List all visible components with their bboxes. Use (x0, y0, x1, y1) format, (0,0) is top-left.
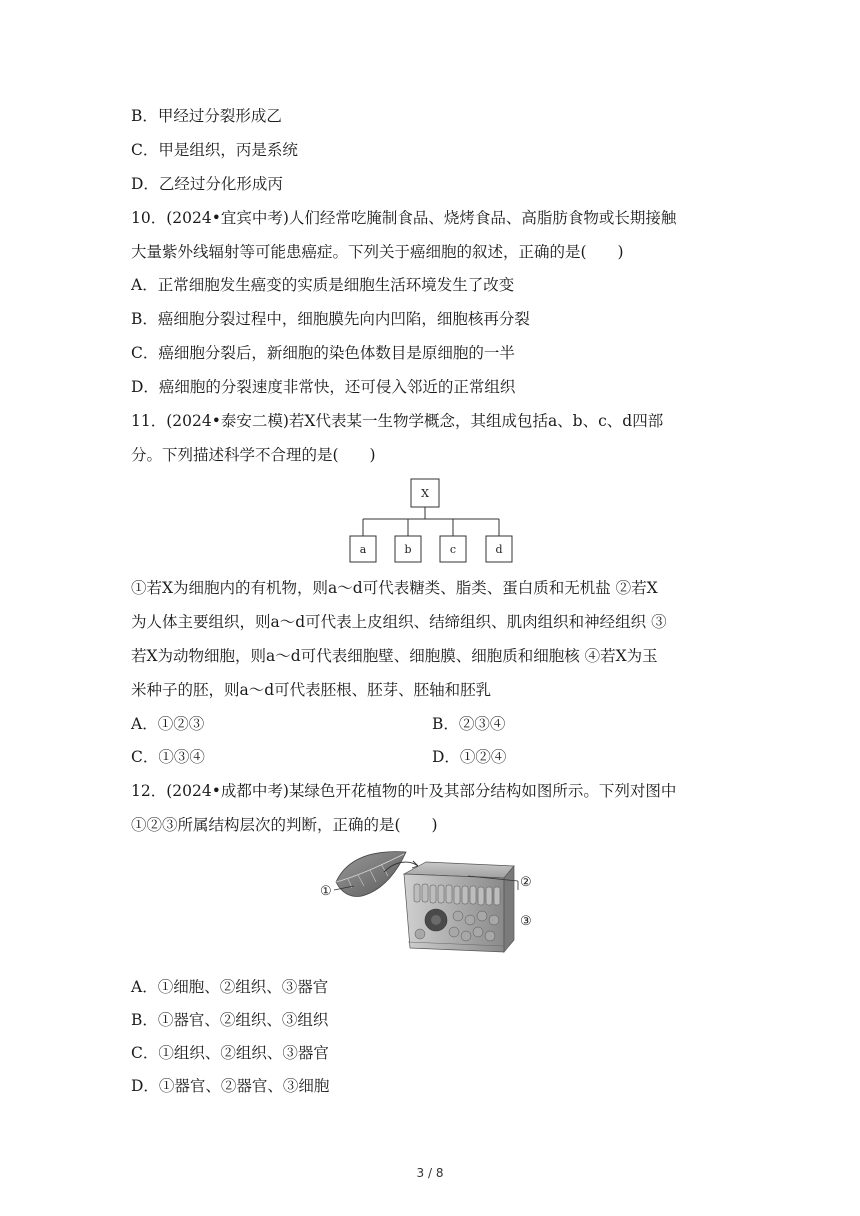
q12-stem-line1: 12．(2024•成都中考)某绿色开花植物的叶及其部分结构如图所示。下列对图中 (131, 782, 677, 800)
diagram-label-d: d (495, 543, 503, 556)
q11-statement-line2: 为人体主要组织，则a～d可代表上皮组织、结缔组织、肌肉组织和神经组织 ③ (131, 613, 667, 631)
diagram-label-b: b (404, 543, 412, 556)
q11-stem-line2: 分。下列描述科学不合理的是( ) (131, 446, 376, 464)
diagram-root-label: X (421, 487, 429, 500)
leaf-structure-figure (318, 848, 538, 954)
q9-option-d: D．乙经过分化形成丙 (131, 175, 283, 193)
q11-option-d: D．①②④ (432, 748, 507, 766)
figure-label-2: ② (520, 875, 532, 890)
q11-statement-line3: 若X为动物细胞，则a～d可代表细胞壁、细胞膜、细胞质和细胞核 ④若X为玉 (131, 647, 658, 665)
page-number: 3 / 8 (416, 1166, 444, 1180)
q12-stem-line2: ①②③所属结构层次的判断，正确的是( ) (131, 816, 438, 834)
q10-stem-line1: 10．(2024•宜宾中考)人们经常吃腌制食品、烧烤食品、高脂肪食物或长期接触 (131, 209, 677, 227)
diagram-label-a: a (359, 543, 367, 556)
figure-label-1: ① (320, 884, 332, 899)
q12-option-a: A．①细胞、②组织、③器官 (131, 978, 329, 996)
q11-option-c: C．①③④ (131, 748, 205, 766)
q11-stem-line1: 11．(2024•泰安二模)若X代表某一生物学概念，其组成包括a、b、c、d四部 (131, 412, 664, 430)
q11-option-a: A．①②③ (131, 715, 205, 733)
q9-option-c: C．甲是组织，丙是系统 (131, 141, 298, 159)
q9-option-b: B．甲经过分裂形成乙 (131, 107, 282, 125)
q10-option-c: C．癌细胞分裂后，新细胞的染色体数目是原细胞的一半 (131, 344, 515, 362)
q11-statement-line1: ①若X为细胞内的有机物，则a～d可代表糖类、脂类、蛋白质和无机盐 ②若X (131, 579, 658, 597)
q10-option-d: D．癌细胞的分裂速度非常快，还可侵入邻近的正常组织 (131, 378, 516, 396)
diagram-label-c: c (449, 543, 457, 556)
q11-option-b: B．②③④ (432, 715, 506, 733)
q10-option-b: B．癌细胞分裂过程中，细胞膜先向内凹陷，细胞核再分裂 (131, 310, 530, 328)
concept-tree-diagram (340, 474, 520, 564)
q10-option-a: A．正常细胞发生癌变的实质是细胞生活环境发生了改变 (131, 276, 515, 294)
q12-option-c: C．①组织、②组织、③器官 (131, 1044, 329, 1062)
q11-statement-line4: 米种子的胚，则a～d可代表胚根、胚芽、胚轴和胚乳 (131, 681, 492, 699)
figure-label-3: ③ (520, 914, 532, 929)
q12-option-d: D．①器官、②器官、③细胞 (131, 1077, 330, 1095)
q12-option-b: B．①器官、②组织、③组织 (131, 1011, 329, 1029)
q10-stem-line2: 大量紫外线辐射等可能患癌症。下列关于癌细胞的叙述，正确的是( ) (131, 243, 624, 261)
